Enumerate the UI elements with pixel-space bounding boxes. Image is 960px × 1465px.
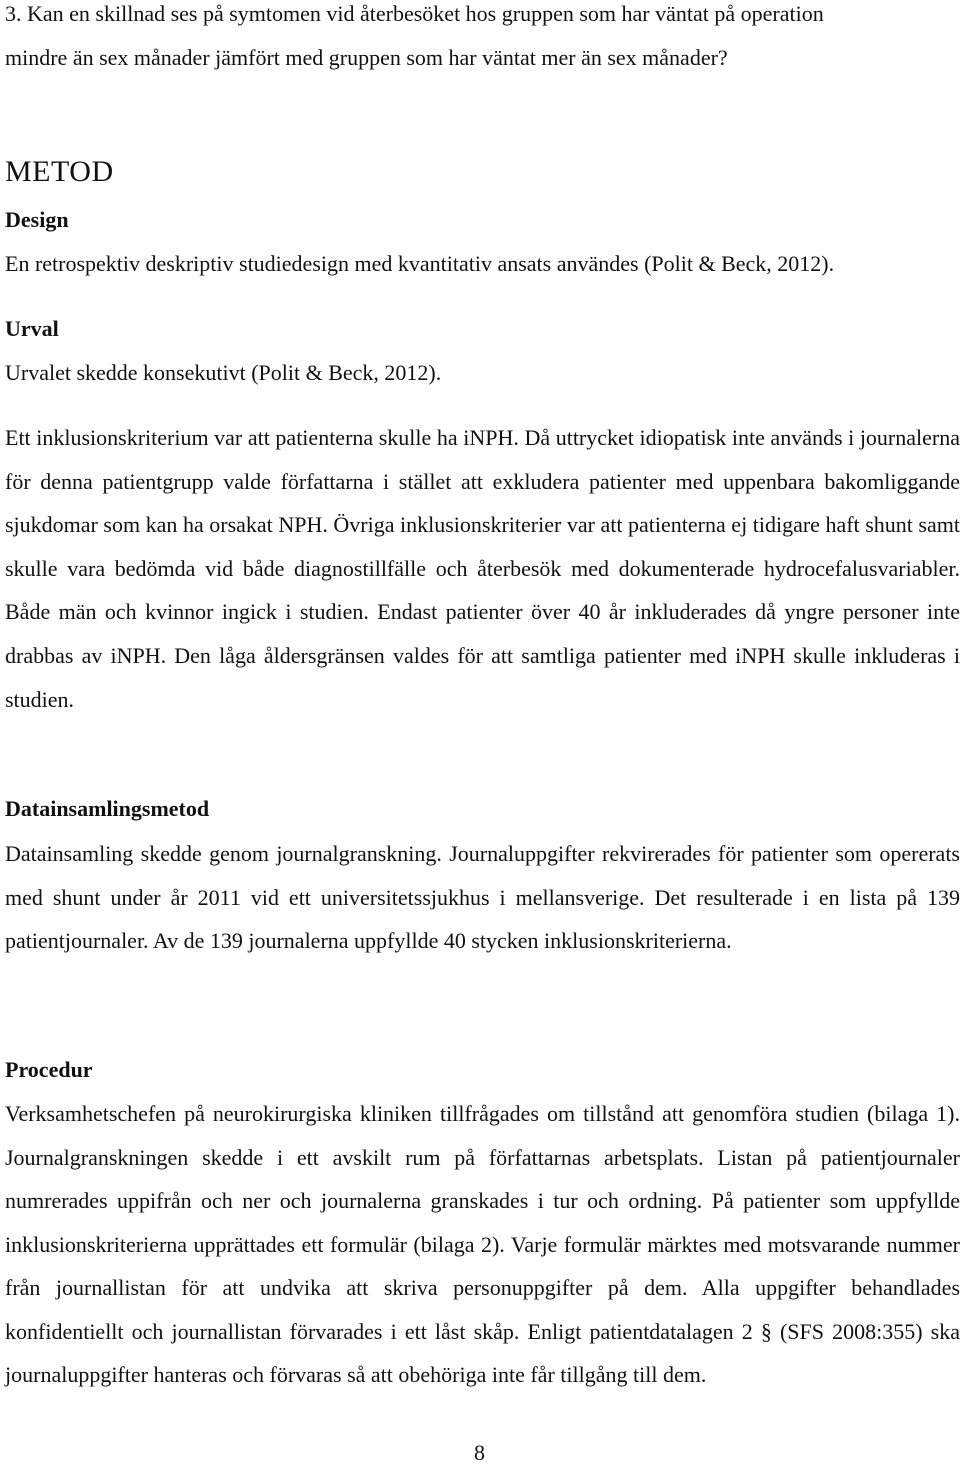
section-title-metod: METOD xyxy=(5,155,114,188)
urval-paragraph: Ett inklusionskriterium var att patienterna skulle ha iNPH. Då uttrycket idiopatisk inte används i journalerna för denna patientgrupp valde författarna i stället att exkludera patienter med uppenbara bakomliggande sjukdomar som kan ha orsakat NPH. Övriga inklusionskriterier var att patienterna ej tidigare haft shunt samt skulle vara bedömda vid både diagnostillfälle och återbesök med dokumenterade hydrocefalusvariabler. Både män och kvinnor ingick i studien. Endast patienter över 40 år inkluderades då yngre personer inte drabbas av iNPH. Den låga åldersgränsen valdes för att samtliga patienter med iNPH skulle inkluderas i studien. xyxy=(5,425,960,712)
heading-urval: Urval xyxy=(5,316,59,341)
heading-design: Design xyxy=(5,207,69,232)
datainsamlingsmetod-paragraph: Datainsamling skedde genom journalgranskning. Journaluppgifter rekvirerades för patienter som opererats med shunt under år 2011 vid ett universitetssjukhus i mellansverige. Det resulterade i en lista på 139 patientjournaler. Av de 139 journalerna uppfyllde 40 stycken inklusionskriterierna. xyxy=(5,841,960,954)
design-text: En retrospektiv deskriptiv studiedesign med kvantitativ ansats användes (Polit & Beck, 2012). xyxy=(5,251,835,276)
heading-datainsamlingsmetod: Datainsamlingsmetod xyxy=(5,796,210,821)
procedur-paragraph: Verksamhetschefen på neurokirurgiska kliniken tillfrågades om tillstånd att genomföra studien (bilaga 1). Journalgranskningen skedde i ett avskilt rum på författarnas arbetsplats. Listan på patientjournaler numrerades uppifrån och ner och journalerna granskades i tur och ordning. På patienter som uppfyllde inklusionskriterierna upprättades ett formulär (bilaga 2). Varje formulär märktes med motsvarande nummer från journallistan för att undvika att skriva personuppgifter på dem. Alla uppgifter behandlades konfidentiellt och journallistan förvarades i ett låst skåp. Enligt patientdatalagen 2 § (SFS 2008:355) ska journaluppgifter hanteras och förvaras så att obehöriga inte får tillgång till dem. xyxy=(5,1101,960,1387)
question-3-line-2: mindre än sex månader jämfört med gruppen som har väntat mer än sex månader? xyxy=(5,45,728,70)
urval-text: Urvalet skedde konsekutivt (Polit & Beck, 2012). xyxy=(5,360,442,385)
heading-procedur: Procedur xyxy=(5,1057,93,1082)
page-number: 8 xyxy=(474,1440,485,1465)
question-3-line-1: 3. Kan en skillnad ses på symtomen vid återbesöket hos gruppen som har väntat på operation xyxy=(5,1,824,26)
